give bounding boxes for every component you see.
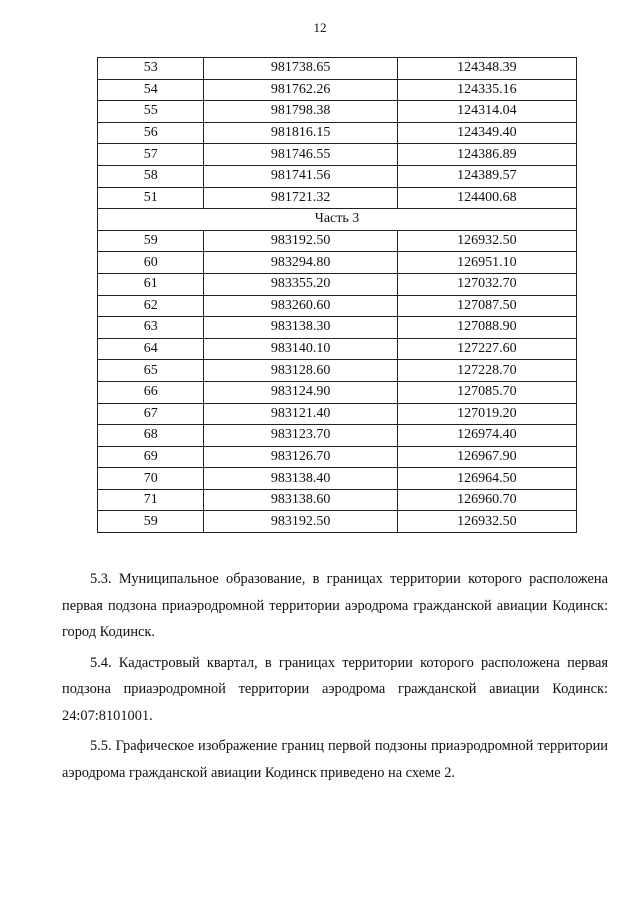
point-number: 63: [98, 317, 204, 339]
point-number: 65: [98, 360, 204, 382]
y-coordinate: 127032.70: [397, 273, 576, 295]
table-row: [98, 230, 577, 252]
table-row: [98, 144, 577, 166]
point-number: 58: [98, 165, 204, 187]
paragraph-5-4: 5.4. Кадастровый квартал, в границах территории которого расположена первая подзона приаэродромной территории аэродрома гражданской авиации Кодинск: 24:07:8101001.: [62, 654, 608, 724]
y-coordinate: 124349.40: [397, 122, 576, 144]
section-row: [98, 209, 577, 231]
point-number: 60: [98, 252, 204, 274]
y-coordinate: 127087.50: [397, 295, 576, 317]
y-coordinate: 124335.16: [397, 79, 576, 101]
table-row: [98, 468, 577, 490]
table-row: [98, 381, 577, 403]
point-number: 68: [98, 425, 204, 447]
paragraph-5-5: 5.5. Графическое изображение границ первой подзоны приаэродромной территории аэродрома гражданской авиации Кодинск приведено на схеме 2.: [62, 738, 608, 781]
page-number: 12: [313, 20, 327, 35]
point-number: 67: [98, 403, 204, 425]
x-coordinate: 983138.30: [204, 317, 397, 339]
table-row: [98, 511, 577, 533]
coordinates-table-section: [98, 209, 577, 231]
y-coordinate: 127227.60: [397, 338, 576, 360]
y-coordinate: 126974.40: [397, 425, 576, 447]
coordinates-table-part-2: [98, 58, 577, 209]
y-coordinate: 126932.50: [397, 230, 576, 252]
table-row: [98, 317, 577, 339]
table-row: [98, 58, 577, 80]
table-row: [98, 338, 577, 360]
y-coordinate: 124389.57: [397, 165, 576, 187]
point-number: 57: [98, 144, 204, 166]
x-coordinate: 983128.60: [204, 360, 397, 382]
table-row: [98, 403, 577, 425]
y-coordinate: 124314.04: [397, 101, 576, 123]
table-row: [98, 252, 577, 274]
x-coordinate: 981746.55: [204, 144, 397, 166]
point-number: 59: [98, 230, 204, 252]
paragraph-5-3: 5.3. Муниципальное образование, в границах территории которого расположена первая подзона приаэродромной территории аэродрома гражданской авиации Кодинск: город Кодинск.: [62, 571, 608, 640]
x-coordinate: 983260.60: [204, 295, 397, 317]
point-number: 66: [98, 381, 204, 403]
x-coordinate: 981798.38: [204, 101, 397, 123]
x-coordinate: 981738.65: [204, 58, 397, 80]
table-row: [98, 425, 577, 447]
section-label: Часть 3: [98, 209, 577, 231]
table-row: [98, 360, 577, 382]
table-row: [98, 122, 577, 144]
y-coordinate: 126964.50: [397, 468, 576, 490]
x-coordinate: 981741.56: [204, 165, 397, 187]
point-number: 53: [98, 58, 204, 80]
table-row: [98, 446, 577, 468]
y-coordinate: 127228.70: [397, 360, 576, 382]
x-coordinate: 983140.10: [204, 338, 397, 360]
y-coordinate: 126967.90: [397, 446, 576, 468]
x-coordinate: 981762.26: [204, 79, 397, 101]
point-number: 59: [98, 511, 204, 533]
y-coordinate: 124386.89: [397, 144, 576, 166]
x-coordinate: 983294.80: [204, 252, 397, 274]
coordinates-table: [97, 57, 577, 533]
table-row: [98, 273, 577, 295]
point-number: 62: [98, 295, 204, 317]
point-number: 55: [98, 101, 204, 123]
x-coordinate: 983138.40: [204, 468, 397, 490]
table-row: [98, 295, 577, 317]
y-coordinate: 127085.70: [397, 381, 576, 403]
table-row: [98, 165, 577, 187]
x-coordinate: 983123.70: [204, 425, 397, 447]
x-coordinate: 983126.70: [204, 446, 397, 468]
point-number: 69: [98, 446, 204, 468]
table-row: [98, 79, 577, 101]
point-number: 56: [98, 122, 204, 144]
x-coordinate: 981721.32: [204, 187, 397, 209]
y-coordinate: 127019.20: [397, 403, 576, 425]
x-coordinate: 983124.90: [204, 381, 397, 403]
point-number: 51: [98, 187, 204, 209]
x-coordinate: 983355.20: [204, 273, 397, 295]
coordinates-table-part-3: [98, 230, 577, 532]
point-number: 54: [98, 79, 204, 101]
x-coordinate: 983192.50: [204, 230, 397, 252]
point-number: 61: [98, 273, 204, 295]
x-coordinate: 983138.60: [204, 489, 397, 511]
table-row: [98, 489, 577, 511]
x-coordinate: 983121.40: [204, 403, 397, 425]
y-coordinate: 124400.68: [397, 187, 576, 209]
x-coordinate: 981816.15: [204, 122, 397, 144]
y-coordinate: 127088.90: [397, 317, 576, 339]
point-number: 70: [98, 468, 204, 490]
table-row: [98, 187, 577, 209]
point-number: 71: [98, 489, 204, 511]
body-text: [62, 566, 608, 790]
y-coordinate: 126960.70: [397, 489, 576, 511]
y-coordinate: 126951.10: [397, 252, 576, 274]
table-row: [98, 101, 577, 123]
y-coordinate: 124348.39: [397, 58, 576, 80]
point-number: 64: [98, 338, 204, 360]
x-coordinate: 983192.50: [204, 511, 397, 533]
y-coordinate: 126932.50: [397, 511, 576, 533]
